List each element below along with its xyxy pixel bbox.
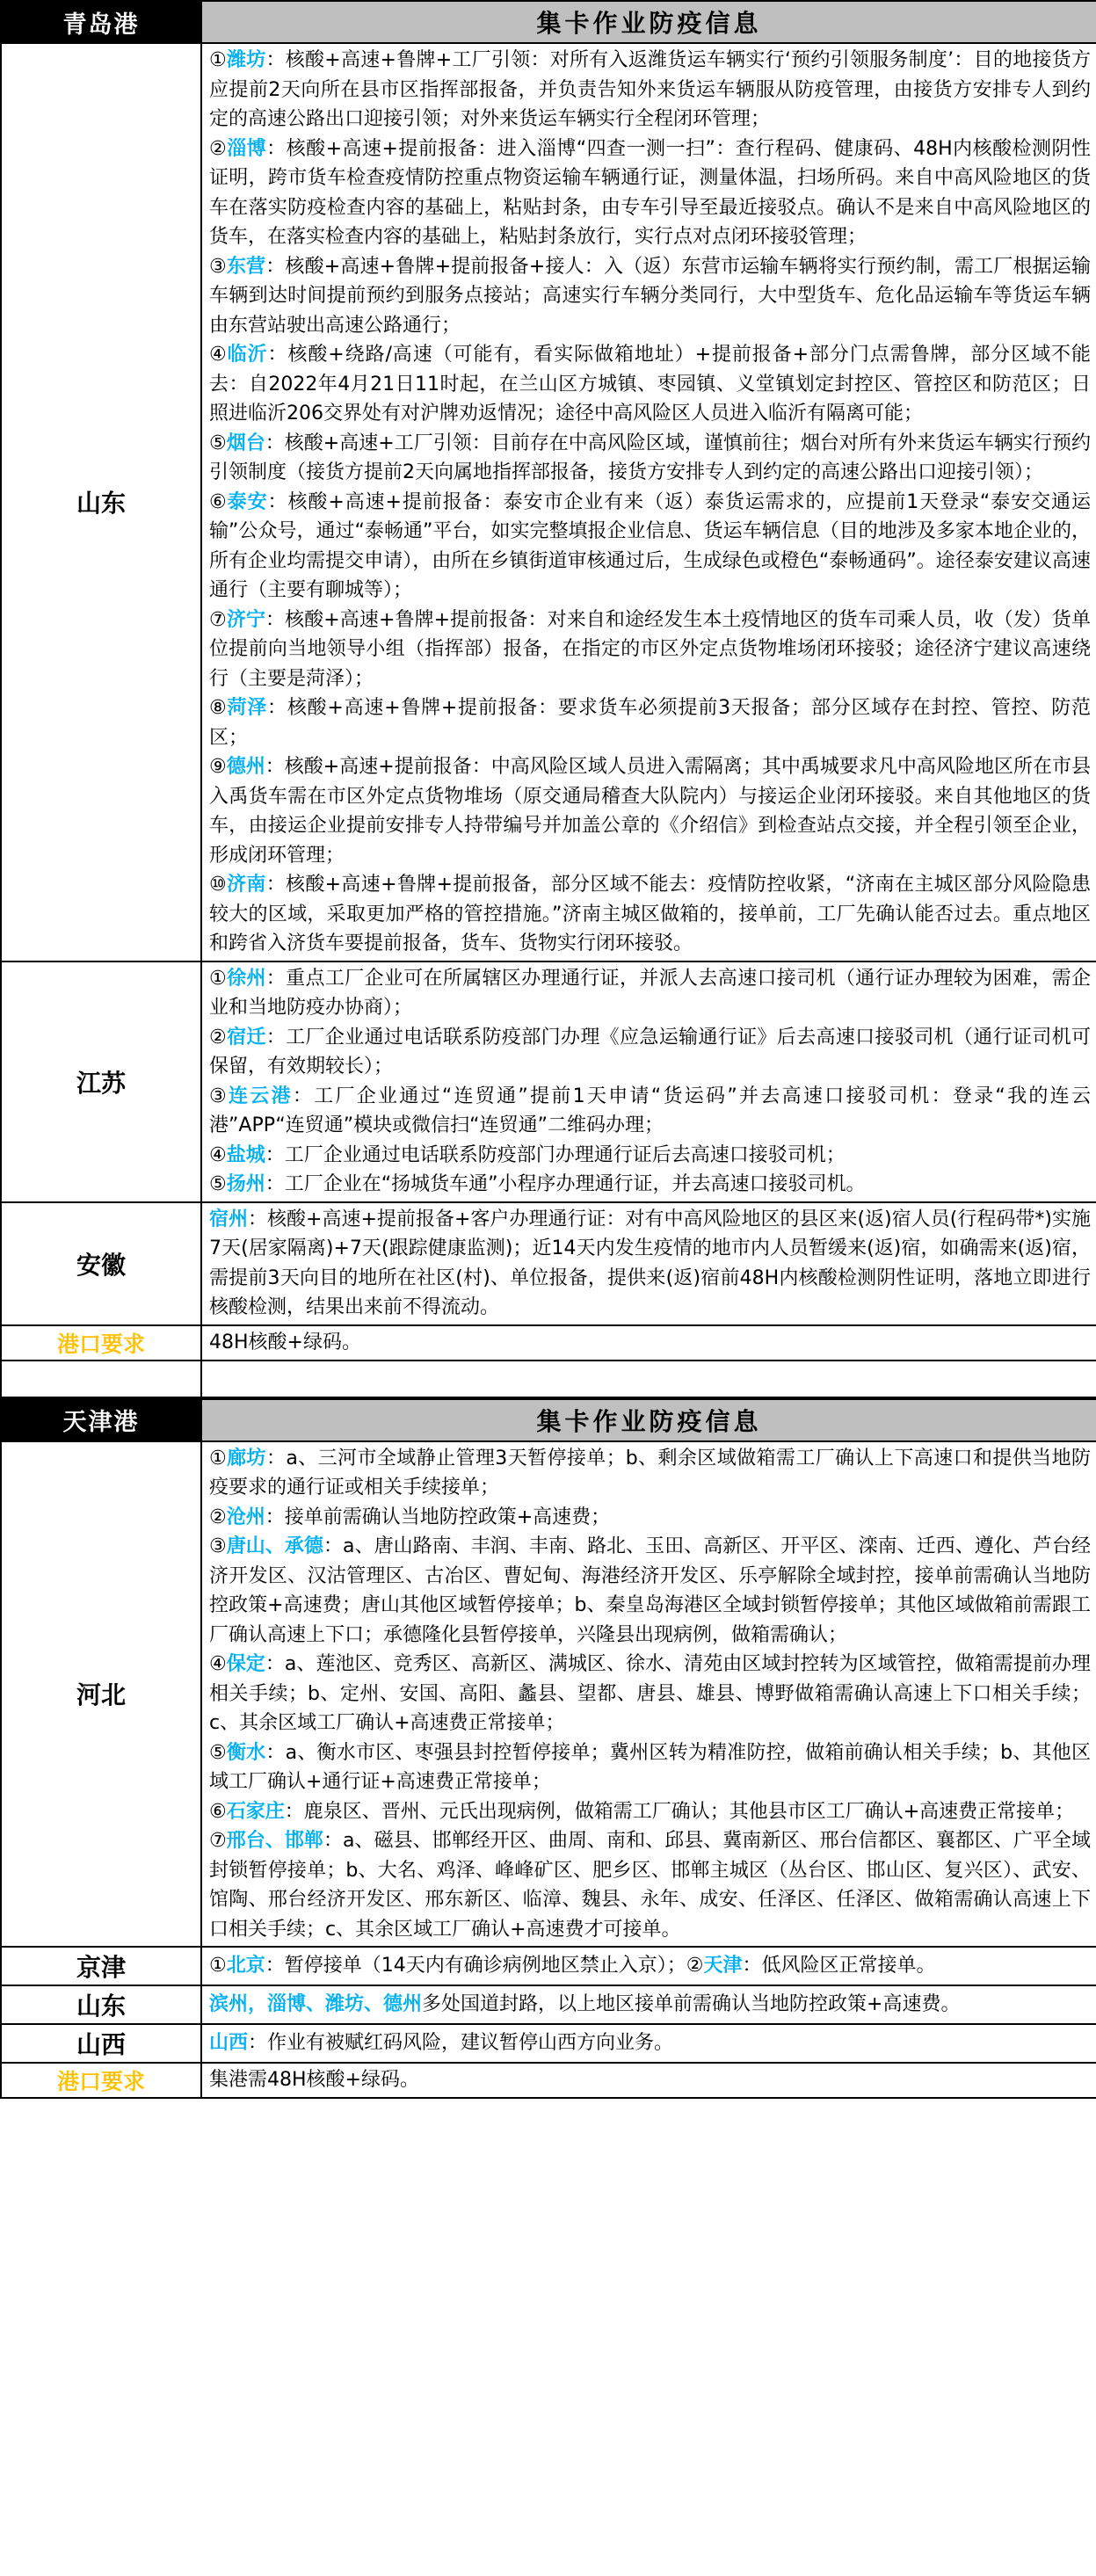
city-name: 淄博 xyxy=(227,137,267,160)
list-item: ①徐州：重点工厂企业可在所属辖区办理通行证，并派人去高速口接司机（通行证办理较为困难，需企业和当地防疫办协商）； xyxy=(209,967,1091,1019)
province-label: 山东 xyxy=(1,43,201,961)
list-item: 宿州：核酸+高速+提前报备+客户办理通行证：对有中高风险地区的县区来(返)宿人员(行程码带*)实施7天(居家隔离)+7天(跟踪健康监测)；近14天内发生疫情的地市内人员暂缓来(返)宿，如确需来(返)宿，需提前3天向目的地所在社区(村)、单位报备，提供来(返)宿前48H内核酸检测阴性证明，落地立即进行核酸检测，结果出来前不得流动。 xyxy=(209,1208,1091,1318)
province-info xyxy=(201,1202,1096,1325)
list-item: ⑤扬州：工厂企业在“扬城货车通”小程序办理通行证，并去高速口接驳司机。 xyxy=(209,1173,866,1195)
city-name: 东营 xyxy=(226,255,266,278)
port-requirement-text: 集港需48H核酸+绿码。 xyxy=(201,2063,1096,2098)
section-header: 集卡作业防疫信息 xyxy=(201,1399,1096,1441)
port-requirement-text: 48H核酸+绿码。 xyxy=(201,1325,1096,1361)
city-name: 烟台 xyxy=(226,432,265,454)
province-info xyxy=(201,1947,1096,1985)
list-item: ⑦济宁：核酸+高速+鲁牌+提前报备：对来自和途经发生本土疫情地区的货车司乘人员，收（发）货单位提前向当地领导小组（指挥部）报备，在指定的市区外定点货物堆场闭环接驳；途径济宁建议高速绕行（主要是菏泽）； xyxy=(209,608,1091,690)
province-info xyxy=(201,1985,1096,2024)
list-item: ⑤烟台：核酸+高速+工厂引领：目前存在中高风险区域，谨慎前往；烟台对所有外来货运车辆实行预约引领制度（接货方提前2天向属地指挥部报备，接货方安排专人到约定的高速公路出口迎接引领）； xyxy=(209,432,1091,483)
list-item: ④临沂：核酸+绕路/高速（可能有，看实际做箱地址）+提前报备+部分门点需鲁牌，部分区域不能去：自2022年4月21日11时起，在兰山区方城镇、枣园镇、义堂镇划定封控区、管控区和防范区；日照进临沂206交界处有对沪牌劝返情况；途径中高风险区人员进入临沂有隔离可能； xyxy=(209,344,1091,424)
city-name: 天津 xyxy=(703,1955,743,1977)
city-name: 济南 xyxy=(227,874,266,896)
list-item: 山西：作业有被赋红码风险，建议暂停山西方向业务。 xyxy=(209,2032,674,2055)
province-label: 安徽 xyxy=(1,1202,201,1325)
list-item: ⑤衡水：a、衡水市区、枣强县封控暂停接单；冀州区转为精准防控，做箱前确认相关手续；b、其他区域工厂确认+通行证+高速费正常接单； xyxy=(209,1741,1091,1793)
list-item: ②淄博：核酸+高速+提前报备：进入淄博“四查一测一扫”：查行程码、健康码、48H内核酸检测阴性证明，跨市货车检查疫情防控重点物资运输车辆通行证，测量体温，扫场所码。来自中高风险地区的货车在落实防疫检查内容的基础上，粘贴封条，由专车引导至最近接驳点。确认不是来自中高风险地区的货车，在落实检查内容的基础上，粘贴封条放行，实行点对点闭环接驳管理； xyxy=(209,137,1091,248)
list-item: ⑥石家庄：鹿泉区、晋州、元氏出现病例，做箱需工厂确认；其他县市区工厂确认+高速费正常接单； xyxy=(209,1800,1075,1823)
section-header: 集卡作业防疫信息 xyxy=(201,1,1096,43)
city-name: 盐城 xyxy=(226,1143,265,1166)
city-name: 山西 xyxy=(209,2032,249,2055)
city-name: 宿迁 xyxy=(227,1026,266,1049)
list-item: ⑩济南：核酸+高速+鲁牌+提前报备，部分区域不能去：疫情防控收紧，“济南在主城区部分风险隐患较大的区域，采取更加严格的管控措施。”济南主城区做箱的，接单前，工厂先确认能否过去。重点地区和跨省入济货车要提前报备，货车、货物实行闭环接驳。 xyxy=(209,874,1091,954)
province-label: 江苏 xyxy=(1,961,201,1202)
city-name: 保定 xyxy=(226,1653,265,1675)
list-item: ⑦邢台、邯郸：a、磁县、邯郸经开区、曲周、南和、邱县、冀南新区、邢台信都区、襄都区、广平全域封锁暂停接单；b、大名、鸡泽、峰峰矿区、肥乡区、邯郸主城区（丛台区、邯山区、复兴区）、武安、馆陶、邢台经济开发区、邢东新区、临漳、魏县、永年、成安、任泽区、任泽区、做箱需确认高速上下口相关手续；c、其余区域工厂确认+高速费才可接单。 xyxy=(209,1830,1091,1941)
city-name: 临沂 xyxy=(227,344,268,366)
city-name: 潍坊 xyxy=(226,49,266,71)
port-requirement-label: 港口要求 xyxy=(1,1325,201,1361)
province-info xyxy=(201,961,1096,1202)
city-name: 滨州，淄博、潍坊、德州 xyxy=(209,1993,423,2016)
tianjin-table xyxy=(0,1398,1096,2100)
city-name: 唐山、承德 xyxy=(226,1535,323,1557)
list-item: ④保定：a、莲池区、竞秀区、高新区、满城区、徐水、清苑由区域封控转为区域管控，做箱需提前办理相关手续；b、定州、安国、高阳、蠡县、望都、唐县、雄县、博野做箱需确认高速上下口相关手续；c、其余区域工厂确认+高速费正常接单； xyxy=(209,1653,1091,1734)
province-info xyxy=(201,43,1096,961)
province-info xyxy=(201,1441,1096,1948)
list-item: ①北京：暂停接单（14天内有确诊病例地区禁止入京）； xyxy=(209,1955,686,1977)
province-label: 山东 xyxy=(1,1985,201,2024)
spacer xyxy=(1,1361,201,1397)
list-item: ③东营：核酸+高速+鲁牌+提前报备+接人：入（返）东营市运输车辆将实行预约制，需工厂根据运输车辆到达时间提前预约到服务点接站；高速实行车辆分类同行，大中型货车、危化品运输车等货运车辆由东营站驶出高速公路通行； xyxy=(209,255,1091,337)
city-name: 衡水 xyxy=(226,1741,266,1764)
list-item: ③唐山、承德：a、唐山路南、丰润、丰南、路北、玉田、高新区、开平区、滦南、迁西、遵化、芦台经济开发区、汉沽管理区、古冶区、曹妃甸、海港经济开发区、乐亭解除全域封控，接单前需确认当地防控政策+高速费；唐山其他区域暂停接单；b、秦皇岛海港区全域封锁暂停接单；其他区域做箱前需跟工厂确认高速上下口；承德隆化县暂停接单，兴隆县出现病例，做箱需确认； xyxy=(209,1535,1091,1646)
port-title: 天津港 xyxy=(1,1399,201,1441)
list-item: ①廊坊：a、三河市全域静止管理3天暂停接单；b、剩余区域做箱需工厂确认上下高速口和提供当地防疫要求的通行证或相关手续接单； xyxy=(209,1447,1091,1498)
province-label: 河北 xyxy=(1,1441,201,1948)
list-item: ⑨德州：核酸+高速+提前报备：中高风险区域人员进入需隔离；其中禹城要求凡中高风险地区所在市县入禹货车需在市区外定点货物堆场（原交通局稽查大队院内）与接运企业闭环接驳。来自其他地区的货车，由接运企业提前安排专人持带编号并加盖公章的《介绍信》到检查站点交接，并全程引领至企业，形成闭环管理； xyxy=(209,756,1091,867)
list-item: ②宿迁：工厂企业通过电话联系防疫部门办理《应急运输通行证》后去高速口接驳司机（通行证司机可保留，有效期较长）； xyxy=(209,1026,1091,1078)
list-item: 滨州，淄博、潍坊、德州多处国道封路，以上地区接单前需确认当地防控政策+高速费。 xyxy=(209,1993,961,2016)
city-name: 连云港 xyxy=(229,1085,293,1107)
province-label: 京津 xyxy=(1,1947,201,1985)
city-name: 北京 xyxy=(226,1955,265,1977)
list-item: ⑥泰安：核酸+高速+提前报备：泰安市企业有来（返）泰货运需求的，应提前1天登录“泰安交通运输”公众号，通过“泰畅通”平台，如实完整填报企业信息、货运车辆信息（目的地涉及多家本地企业的，所有企业均需提交申请），由所在乡镇街道审核通过后，生成绿色或橙色“泰畅通码”。途径泰安建议高速通行（主要有聊城等）； xyxy=(209,490,1091,601)
city-name: 济宁 xyxy=(226,608,265,631)
spacer xyxy=(201,1361,1096,1397)
city-name: 德州 xyxy=(226,756,265,778)
city-name: 宿州 xyxy=(209,1208,249,1230)
province-label: 山西 xyxy=(1,2024,201,2063)
city-name: 沧州 xyxy=(226,1506,265,1528)
list-item: ③连云港：工厂企业通过“连贸通”提前1天申请“货运码”并去高速口接驳司机：登录“我的连云港”APP“连贸通”模块或微信扫“连贸通”二维码办理； xyxy=(209,1085,1091,1136)
list-item: ②天津：低风险区正常接单。 xyxy=(686,1955,936,1977)
list-item: ①潍坊：核酸+高速+鲁牌+工厂引领：对所有入返潍货运车辆实行‘预约引领服务制度’：目的地接货方应提前2天向所在县市区指挥部报备，并负责告知外来货运车辆服从防疫管理，由接货方安排专人到约定的高速公路出口迎接引领；对外来货运车辆实行全程闭环管理； xyxy=(209,49,1091,130)
list-item: ⑧菏泽：核酸+高速+鲁牌+提前报备：要求货车必须提前3天报备；部分区域存在封控、管控、防范区； xyxy=(209,697,1091,749)
city-name: 徐州 xyxy=(227,967,266,990)
port-requirement-label: 港口要求 xyxy=(1,2063,201,2098)
city-name: 扬州 xyxy=(226,1173,265,1195)
city-name: 石家庄 xyxy=(226,1800,285,1823)
province-info xyxy=(201,2024,1096,2063)
list-item: ②沧州：接单前需确认当地防控政策+高速费； xyxy=(209,1506,611,1528)
city-name: 邢台、邯郸 xyxy=(226,1830,323,1852)
list-item: ④盐城：工厂企业通过电话联系防疫部门办理通行证后去高速口接驳司机； xyxy=(209,1143,846,1166)
city-name: 泰安 xyxy=(227,490,268,513)
port-title: 青岛港 xyxy=(1,1,201,43)
city-name: 廊坊 xyxy=(227,1447,266,1469)
city-name: 菏泽 xyxy=(227,697,268,719)
